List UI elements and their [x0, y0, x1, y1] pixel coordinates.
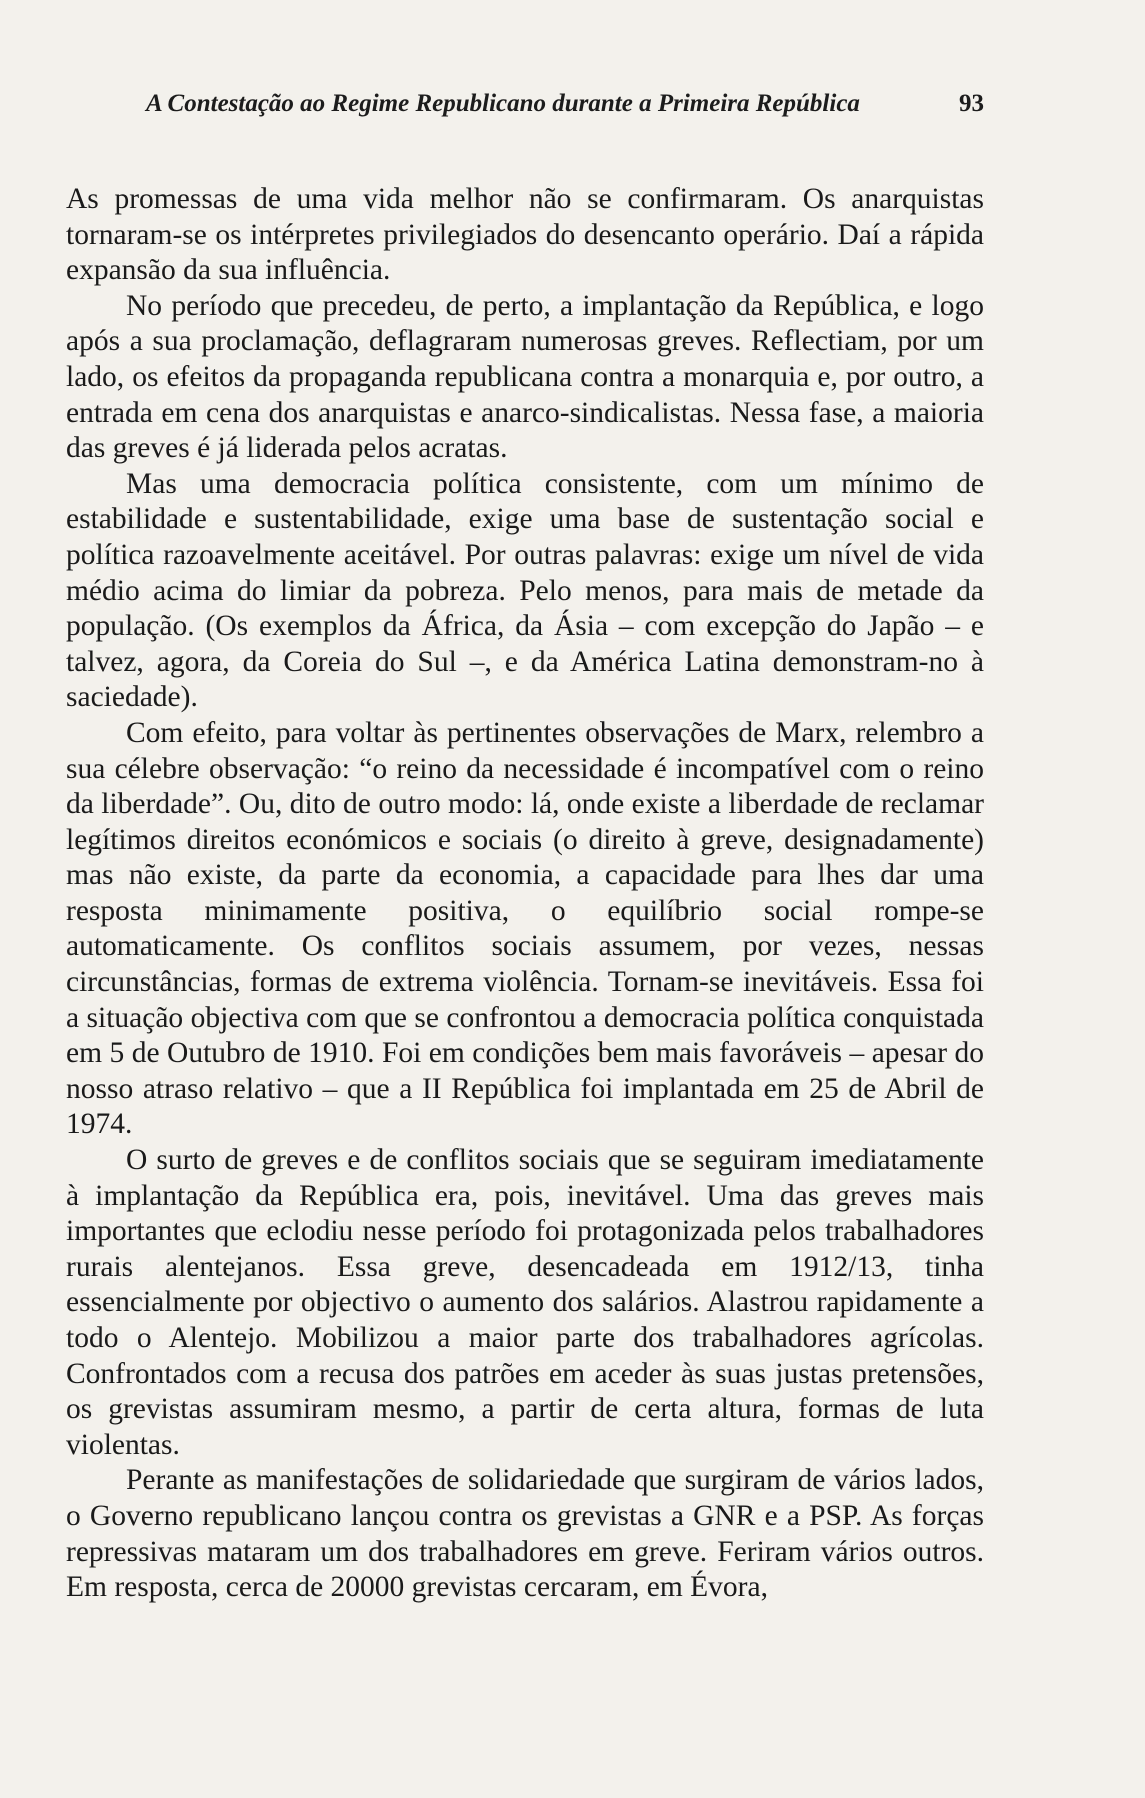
running-title: A Contestação ao Regime Republicano durante a Primeira República: [146, 90, 860, 117]
paragraph-5: O surto de greves e de conflitos sociais que se seguiram imediatamente à implantação da República era, pois, inevitável. Uma das greves mais importantes que eclodiu nesse período foi protagonizada pelos trabalhadores rurais alentejanos. Essa greve, desencadeada em 1912/13, tinha essencialmente por objectivo o aumento dos salários. Alastrou rapidamente a todo o Alentejo. Mobilizou a maior parte dos trabalhadores agrícolas. Confrontados com a recusa dos patrões em aceder às suas justas pretensões, os grevistas assumiram mesmo, a partir de certa altura, formas de luta violentas.: [66, 1144, 984, 1461]
body-text: [66, 182, 984, 1606]
paragraph-4: Com efeito, para voltar às pertinentes observações de Marx, relembro a sua célebre observação: “o reino da necessidade é incompatível com o reino da liberdade”. Ou, dito de outro modo: lá, onde existe a liberdade de reclamar legítimos direitos económicos e sociais (o direito à greve, designadamente) mas não existe, da parte da economia, a capacidade para lhes dar uma resposta minimamente positiva, o equilíbrio social rompe-se automaticamente. Os conflitos sociais assumem, por vezes, nessas circunstâncias, formas de extrema violência. Tornam-se inevitáveis. Essa foi a situação objectiva com que se confrontou a democracia política conquistada em 5 de Outubro de 1910. Foi em condições bem mais favoráveis – apesar do nosso atraso relativo – que a II República foi implantada em 25 de Abril de 1974.: [66, 716, 984, 1141]
paragraph-1: As promessas de uma vida melhor não se confirmaram. Os anarquistas tornaram-se os intérpretes privilegiados do desencanto operário. Daí a rápida expansão da sua influência.: [66, 183, 984, 287]
running-head: [146, 90, 984, 130]
page-number: 93: [959, 90, 984, 117]
paragraph-3: Mas uma democracia política consistente, com um mínimo de estabilidade e sustentabilidade, exige uma base de sustentação social e política razoavelmente aceitável. Por outras palavras: exige um nível de vida médio acima do limiar da pobreza. Pelo menos, para mais de metade da população. (Os exemplos da África, da Ásia – com excepção do Japão – e talvez, agora, da Coreia do Sul –, e da América Latina demonstram-no à saciedade).: [66, 467, 984, 714]
paragraph-2: No período que precedeu, de perto, a implantação da República, e logo após a sua proclamação, deflagraram numerosas greves. Reflectiam, por um lado, os efeitos da propaganda republicana contra a monarquia e, por outro, a entrada em cena dos anarquistas e anarco-sindicalistas. Nessa fase, a maioria das greves é já liderada pelos acratas.: [66, 289, 984, 465]
paragraph-6: Perante as manifestações de solidariedade que surgiram de vários lados, o Governo republicano lançou contra os grevistas a GNR e a PSP. As forças repressivas mataram um dos trabalhadores em greve. Feriram vários outros. Em resposta, cerca de 20000 grevistas cercaram, em Évora,: [66, 1464, 984, 1604]
